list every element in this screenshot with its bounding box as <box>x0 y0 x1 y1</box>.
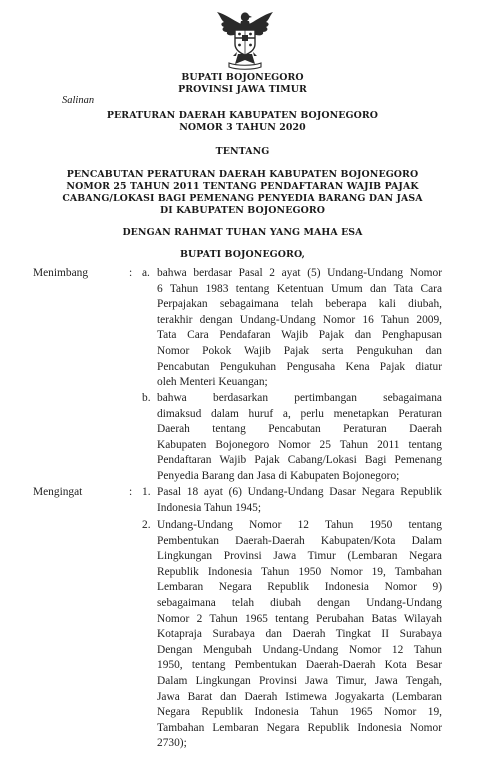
text-line: Nomor 2 Tahun 1965 tentang Perubahan Batas Wilayah <box>157 612 442 625</box>
mengingat-marker-2: 2. <box>142 519 151 531</box>
garuda-emblem-icon <box>215 8 275 72</box>
text-line: bahwa berdasarkan pertimbangan sebagaimana <box>157 392 442 404</box>
menimbang-item-a <box>157 266 442 391</box>
text-line: Kotapraja Surabaya dan Daerah Tingkat II Surabaya <box>157 628 442 641</box>
text-line: Lingkungan Provinsi Jawa Timur (Lembaran Negara <box>157 550 442 563</box>
tentang-heading: TENTANG <box>215 146 270 157</box>
menimbang-marker-a: a. <box>142 267 150 279</box>
text-line: sebagaimana telah diubah dengan Undang-Undang <box>157 596 442 609</box>
rahmat-heading: DENGAN RAHMAT TUHAN YANG MAHA ESA <box>122 227 363 238</box>
text-line: dimaksud dalam huruf a, perlu menetapkan Peraturan <box>157 407 442 420</box>
text-line: Penyedia Barang dan Jasa di Kabupaten Bojonegoro; <box>157 469 400 482</box>
text-line: Republik Indonesia Tahun 1950 Nomor 19, Tambahan <box>157 565 442 578</box>
text-line: oleh Menteri Keuangan; <box>157 376 268 389</box>
text-line: 6 Tahun 1983 tentang Ketentuan Umum dan Tata Cara <box>157 282 442 295</box>
regent-title: BUPATI BOJONEGORO <box>181 72 304 83</box>
subject-line: NOMOR 25 TAHUN 2011 TENTANG PENDAFTARAN WAJIB PAJAK <box>66 181 419 192</box>
mengingat-marker-1: 1. <box>142 486 151 498</box>
text-line: Pendaftaran Wajib Pajak Cabang/Lokasi Bagi Pemenang <box>157 454 442 467</box>
text-line: Indonesia Tahun 1945; <box>157 501 262 514</box>
province-title: PROVINSI JAWA TIMUR <box>178 84 307 95</box>
mengingat-item-2 <box>157 518 442 752</box>
bupati-heading: BUPATI BOJONEGORO, <box>179 249 306 260</box>
salinan-label: Salinan <box>62 95 95 106</box>
text-line: Negara Republik Indonesia Tahun 1965 Nomor 19, <box>157 706 442 719</box>
text-line: Daerah tentang Pencabutan Peraturan Daerah <box>157 423 442 436</box>
text-line: 2730); <box>157 737 187 750</box>
mengingat-item-1 <box>157 485 442 516</box>
text-line: Jawa Barat dan Daerah Istimewa Jogyakarta (Lembaran <box>157 690 442 703</box>
text-line: Dengan Mengubah Undang-Undang Nomor 12 Tahun <box>157 643 442 656</box>
text-line: Nomor Pokok Wajib Pajak serta Pengukuhan dan <box>157 344 442 357</box>
regulation-title: PERATURAN DAERAH KABUPATEN BOJONEGORO <box>106 110 379 121</box>
subject-line: DI KABUPATEN BOJONEGORO <box>159 205 325 216</box>
text-line: Dalam Lingkungan Provinsi Jawa Timur, Jawa Tengah, <box>157 674 442 687</box>
text-line: Perpajakan sebagaimana telah beberapa kali diubah, <box>157 298 442 311</box>
mengingat-colon: : <box>129 486 133 498</box>
text-line: Undang-Undang Nomor 12 Tahun 1950 tentang <box>157 519 442 531</box>
subject-line: CABANG/LOKASI BAGI PEMENANG PENYEDIA BARANG DAN JASA <box>62 193 423 204</box>
text-line: Pasal 18 ayat (6) Undang-Undang Dasar Negara Republik <box>157 486 442 498</box>
menimbang-colon: : <box>129 267 133 279</box>
text-line: Lembaran Negara Republik Indonesia Nomor 9) <box>157 581 442 594</box>
regulation-number: NOMOR 3 TAHUN 2020 <box>179 122 306 133</box>
text-line: terakhir dengan Undang-Undang Nomor 16 Tahun 2009, <box>157 313 442 326</box>
text-line: Tata Cara Pendafaran Wajib Pajak dan Penghapusan <box>157 329 442 342</box>
text-line: bahwa berdasar Pasal 2 ayat (5) Undang-Undang Nomor <box>157 267 442 279</box>
text-line: 1950, tentang Pembentukan Daerah-Daerah Kota Besar <box>157 659 442 672</box>
text-line: Kabupaten Bojonegoro Nomor 25 Tahun 2011 tentang <box>157 438 442 451</box>
text-line: Pencabutan Pengukuhan Pengusaha Kena Pajak diatur <box>157 360 442 373</box>
menimbang-label: Menimbang <box>33 267 89 279</box>
subject-line: PENCABUTAN PERATURAN DAERAH KABUPATEN BOJONEGORO <box>66 169 419 180</box>
menimbang-marker-b: b. <box>142 392 151 404</box>
text-line: Tambahan Lembaran Negara Republik Indonesia Nomor <box>157 721 442 734</box>
mengingat-label: Mengingat <box>33 486 83 498</box>
menimbang-item-b <box>157 391 442 485</box>
text-line: Pembentukan Daerah-Daerah Kabupaten/Kota Dalam <box>157 534 442 547</box>
